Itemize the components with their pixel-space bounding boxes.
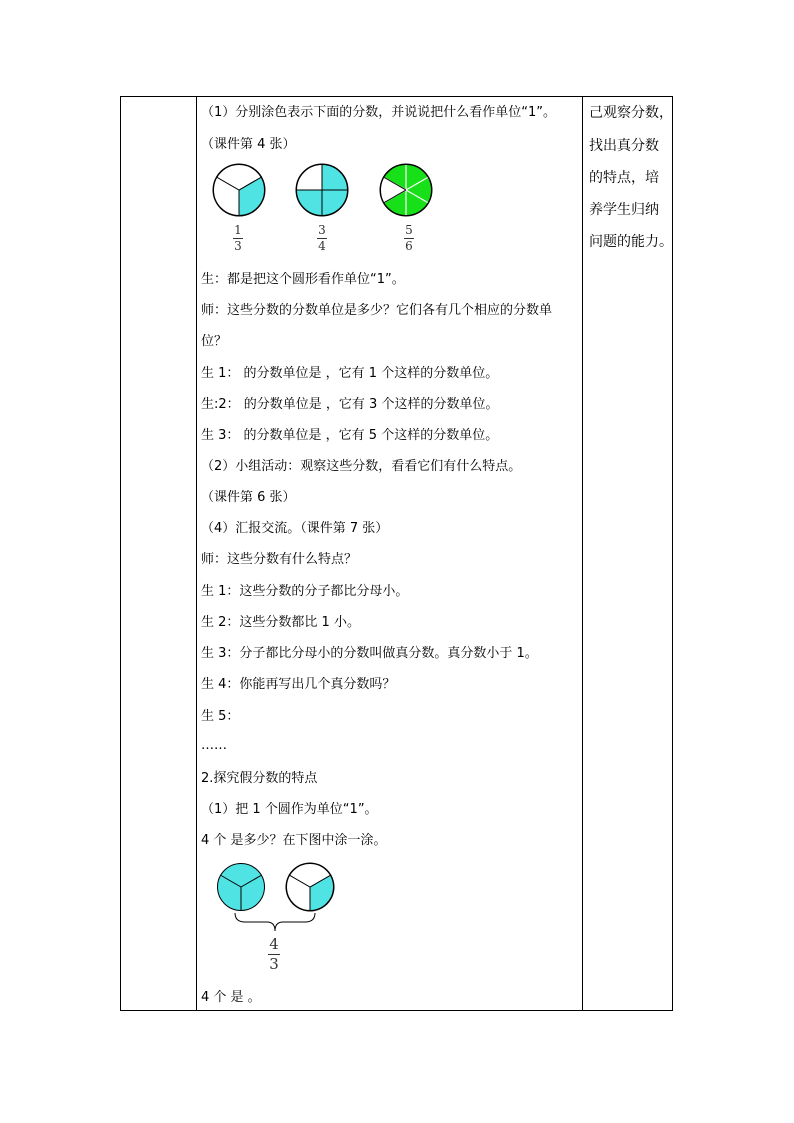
- note-line-4: 养学生归纳: [589, 202, 659, 218]
- numerator: 4: [269, 935, 279, 953]
- denominator: 3: [234, 239, 242, 253]
- text-line-6: 生:2： 的分数单位是 ，它有 3 个这样的分数单位。: [201, 397, 499, 412]
- text-line-1: （1）分别涂色表示下面的分数，并说说把什么看作单位“1”。: [201, 105, 557, 120]
- note-line-5: 问题的能力。: [589, 234, 673, 250]
- fraction-4-3: [262, 936, 286, 973]
- text-line-17: ……: [201, 738, 227, 753]
- text-line-13: 生 2：这些分数都比 1 小。: [201, 615, 360, 630]
- text-line-16: 生 5：: [201, 709, 240, 724]
- fraction-1-3: [226, 224, 250, 253]
- circle-one-third-second: [286, 863, 334, 911]
- note-line-2: 找出真分数: [589, 138, 659, 154]
- fraction-5-6: [397, 224, 421, 253]
- fraction-3-4: [310, 224, 334, 253]
- denominator: 4: [318, 239, 326, 253]
- denominator: 3: [269, 955, 279, 973]
- text-line-12: 生 1：这些分数的分子都比分母小。: [201, 584, 409, 599]
- note-line-1: 己观察分数，: [589, 105, 673, 121]
- text-line-10: （4）汇报交流。（课件第 7 张）: [201, 521, 389, 536]
- column-divider-left: [196, 97, 197, 1010]
- text-line-5: 生 1： 的分数单位是 ，它有 1 个这样的分数单位。: [201, 366, 499, 381]
- text-line-14: 生 3：分子都比分母小的分数叫做真分数。真分数小于 1。: [201, 646, 538, 661]
- text-line-15: 生 4：你能再写出几个真分数吗？: [201, 677, 396, 692]
- text-line-4b: 位？: [201, 334, 228, 349]
- text-line-7: 生 3： 的分数单位是 ，它有 5 个这样的分数单位。: [201, 428, 499, 443]
- curly-brace: [234, 912, 316, 932]
- circle-one-third: [213, 164, 265, 216]
- text-line-20: 4 个 是多少？在下图中涂一涂。: [201, 833, 387, 848]
- numerator: 3: [318, 223, 326, 237]
- circle-full-thirds: [217, 863, 265, 911]
- numerator: 1: [234, 223, 242, 237]
- text-line-9: （课件第 6 张）: [201, 490, 296, 505]
- text-line-4a: 师：这些分数的分数单位是多少？它们各有几个相应的分数单: [201, 303, 553, 318]
- note-line-3: 的特点，培: [589, 170, 659, 186]
- circle-three-quarters: [296, 164, 348, 216]
- text-line-11: 师：这些分数有什么特点？: [201, 552, 358, 567]
- column-divider-right: [582, 97, 583, 1010]
- denominator: 6: [405, 239, 413, 253]
- text-line-2: （课件第 4 张）: [201, 137, 296, 152]
- numerator: 5: [405, 223, 413, 237]
- text-line-21: 4 个 是 。: [201, 990, 261, 1005]
- text-line-18: 2.探究假分数的特点: [201, 771, 318, 786]
- circle-five-sixths: [380, 164, 432, 216]
- text-line-3: 生：都是把这个圆形看作单位“1”。: [201, 272, 405, 287]
- text-line-19: （1）把 1 个圆作为单位“1”。: [201, 802, 378, 817]
- text-line-8: （2）小组活动：观察这些分数，看看它们有什么特点。: [201, 459, 522, 474]
